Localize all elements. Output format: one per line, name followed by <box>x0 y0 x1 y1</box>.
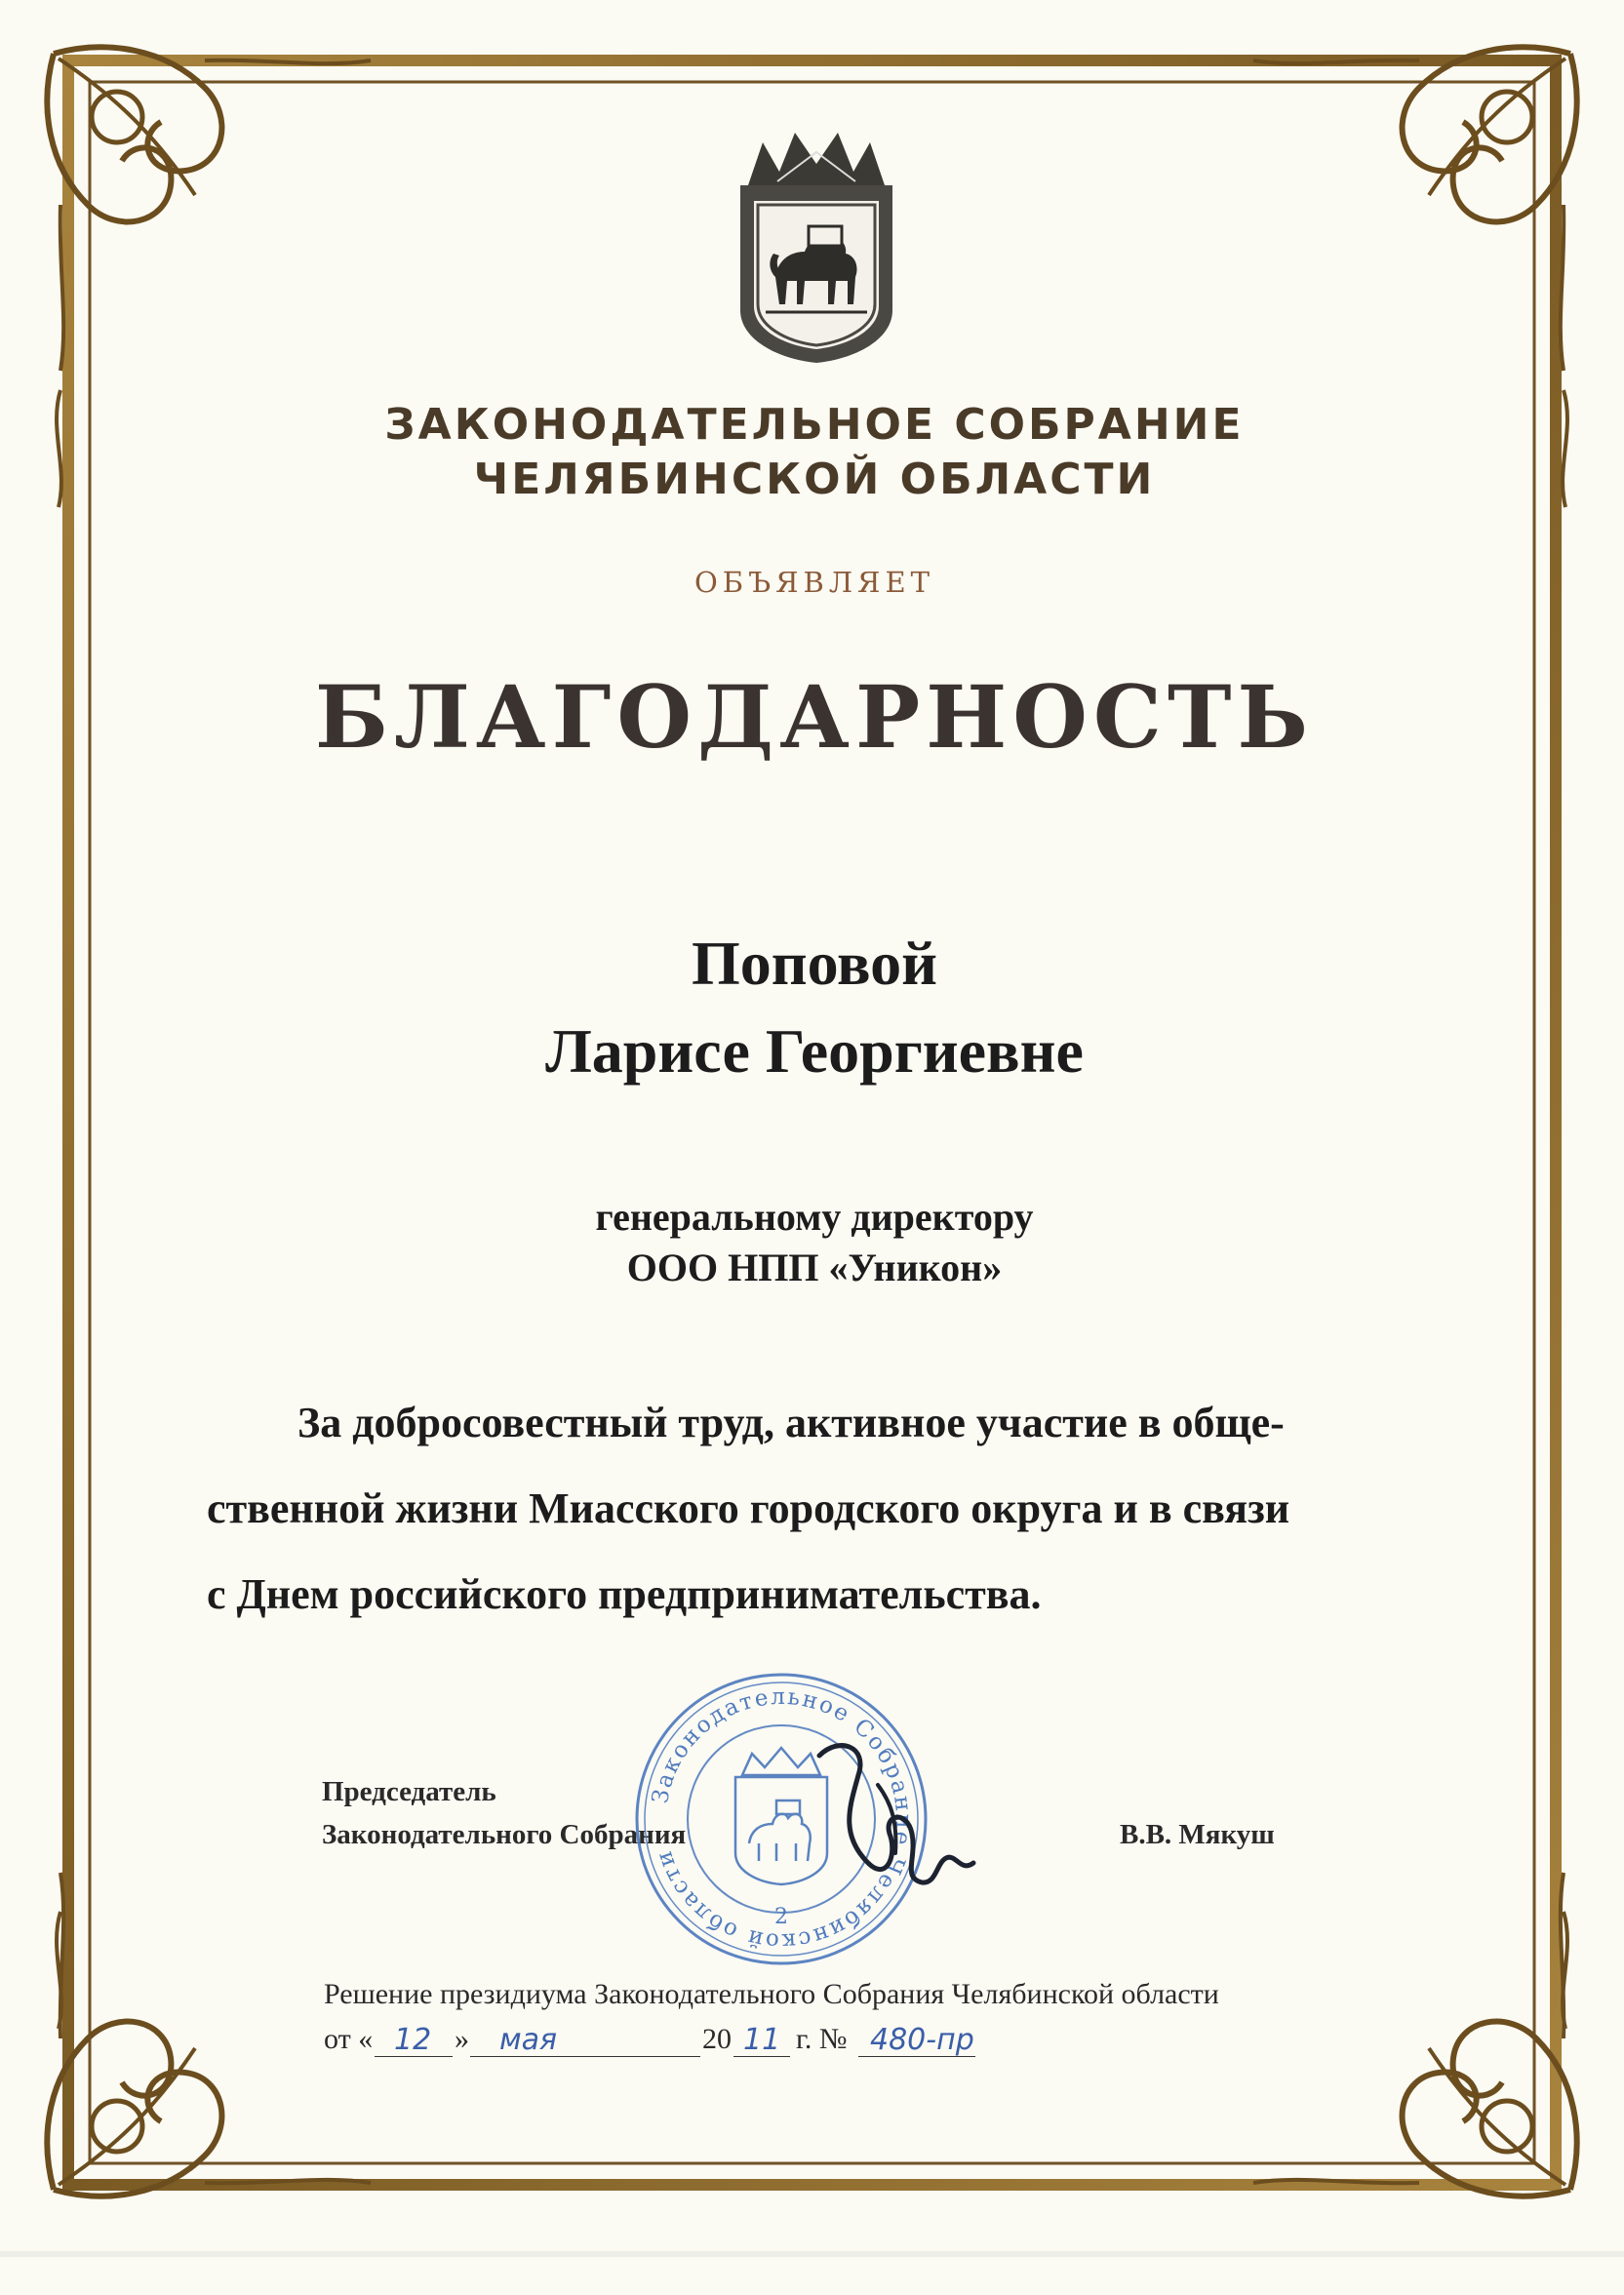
date-year-prefix: 20 <box>702 2023 732 2055</box>
date-from-label: от « <box>324 2023 374 2055</box>
body-text-line1: За добросовестный труд, активное участие в обще- <box>297 1399 1285 1446</box>
decision-number: 480-пр <box>870 2023 974 2057</box>
handwritten-signature <box>800 1717 995 1912</box>
recipient-position-line1: генеральному директору <box>595 1195 1034 1239</box>
date-month: мая <box>499 2023 558 2057</box>
recipient-name: Ларисе Георгиевне <box>545 1016 1084 1086</box>
recipient-position-line2: ООО НПП «Уникон» <box>626 1246 1003 1289</box>
date-close-quote: » <box>455 2023 469 2055</box>
organization-name-line1: ЗАКОНОДАТЕЛЬНОЕ СОБРАНИЕ <box>384 400 1245 450</box>
chelyabinsk-coat-of-arms-icon <box>719 125 914 367</box>
signatory-name: В.В. Мякуш <box>1120 1819 1275 1850</box>
recipient-surname: Поповой <box>691 929 938 998</box>
organization-name-line2: ЧЕЛЯБИНСКОЙ ОБЛАСТИ <box>473 455 1156 504</box>
signatory-title-line1: Председатель <box>322 1776 496 1807</box>
body-text-line3: с Днем российского предпринимательства. <box>207 1570 1042 1618</box>
stamp-number: 2 <box>774 1905 788 1929</box>
decision-text: Решение президиума Законодательного Собрания Челябинской области <box>324 1978 1219 2010</box>
date-year-number-label: г. № <box>796 2023 848 2055</box>
corner-ornament-bottom-left <box>47 1873 374 2196</box>
corner-ornament-top-left <box>47 47 371 371</box>
scan-bottom-edge <box>0 2251 1624 2257</box>
document-title: БЛАГОДАРНОСТЬ <box>314 666 1315 768</box>
date-year-suffix: 11 <box>743 2023 781 2057</box>
stamp-ring-text: Законодательное Собрание Челябинской области <box>648 1683 917 1955</box>
signatory-title-line2: Законодательного Собрания <box>322 1819 687 1850</box>
decision-date-row <box>324 2023 1202 2062</box>
corner-ornament-bottom-right <box>1253 1873 1577 2196</box>
corner-ornament-top-right <box>1253 47 1577 371</box>
body-text-line2: ственной жизни Миасского городского округа и в связи <box>207 1484 1290 1532</box>
announces-label: ОБЪЯВЛЯЕТ <box>694 566 934 599</box>
date-day: 12 <box>394 2023 432 2057</box>
